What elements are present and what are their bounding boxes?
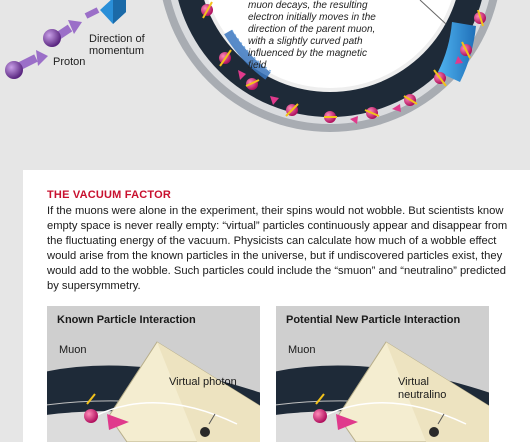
spin-arrow-icon: [36, 50, 48, 66]
vacuum-factor-body: If the muons were alone in the experiment, their spins would not wobble. But scientists know empty space is never really empty: “virtual” particles continuously appear and disappear from the fluctuating energy of the vacuum. Physicists can calculate how much of a wobble effect would arise from the known particles in the universe, but if undiscovered particles exist, they would add to the wobble. Such particles could include the “smuon” and “neutralino” predicted by supersymmetry.: [47, 205, 508, 292]
virtual-photon-icon: [200, 427, 210, 437]
proton-icon: [5, 61, 23, 79]
known-box-title: Known Particle Interaction: [57, 314, 196, 326]
vacuum-factor-panel: [23, 170, 530, 442]
direction-of-momentum-label: Direction of momentum: [89, 33, 145, 57]
new-interaction-diagram: [276, 306, 489, 442]
virtual-photon-label: Virtual photon: [169, 376, 237, 388]
new-box-title: Potential New Particle Interaction: [286, 314, 461, 326]
proton-label: Proton: [53, 56, 86, 68]
potential-new-particle-interaction-box: [276, 306, 489, 442]
vacuum-factor-title: THE VACUUM FACTOR: [47, 189, 171, 201]
muon-icon: [84, 409, 98, 423]
known-particle-interaction-box: [47, 306, 260, 442]
muon-label: Muon: [288, 344, 316, 356]
virtual-neutralino-label: Virtual neutralino: [398, 376, 447, 401]
virtual-neutralino-icon: [429, 427, 439, 437]
electron-callout: muon decays, the resulting electron initially moves in the direction of the parent muon, with a slightly curved path influenced by the magnetic field: [248, 0, 376, 71]
known-interaction-diagram: [47, 306, 260, 442]
muon-label: Muon: [59, 344, 87, 356]
proton-icon: [43, 29, 61, 47]
ring-illustration: [0, 0, 530, 170]
muon-icon: [313, 409, 327, 423]
